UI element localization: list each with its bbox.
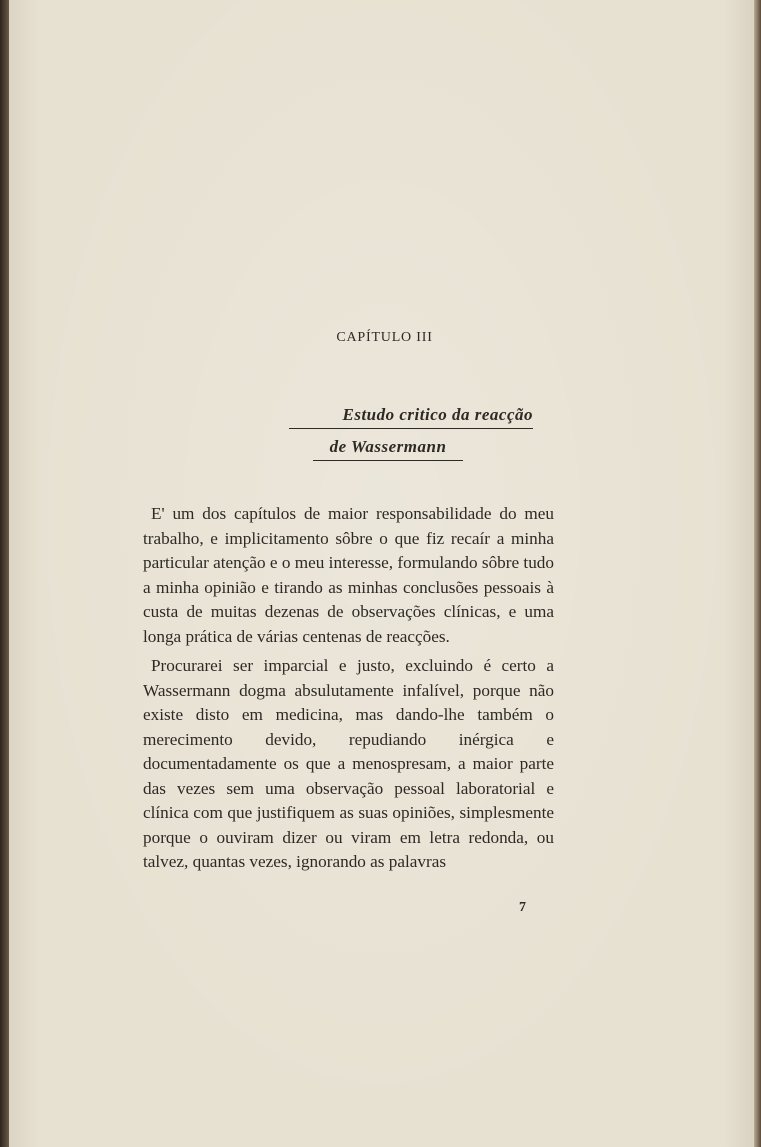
paragraph-1: E' um dos capítulos de maior responsabilidade do meu trabalho, e implicitamento sôbre o que fiz recaír a minha particular atenção e o meu interesse, formulando sôbre tudo a minha opinião e tirando as minhas conclusões pessoais à custa de muitas dezenas de observações clínicas, e uma longa prática de várias centenas de reacções. <box>143 504 554 646</box>
chapter-title-line-2: de Wassermann <box>313 437 463 461</box>
chapter-heading: CAPÍTULO III <box>336 330 433 345</box>
book-binding-edge <box>0 0 9 1147</box>
paragraph-2: Procurarei ser imparcial e justo, excluindo é certo a Wassermann dogma absulutamente infalível, porque não existe disto em medicina, mas dando-lhe também o merecimento devido, repudiando inérgica e documentadamente os que a menospresam, a maior parte das vezes sem uma observação pessoal laboratorial e clínica com que justifiquem as suas opiniões, simplesmente porque o ouviram dizer ou viram em letra redonda, ou talvez, quantas vezes, ignorando as palavras <box>143 656 554 871</box>
body-text <box>143 502 554 875</box>
book-page <box>9 0 754 1147</box>
page-stack-edge <box>754 0 761 1147</box>
chapter-title-line-1: Estudo critico da reacção <box>289 405 533 429</box>
page-number: 7 <box>519 900 526 915</box>
